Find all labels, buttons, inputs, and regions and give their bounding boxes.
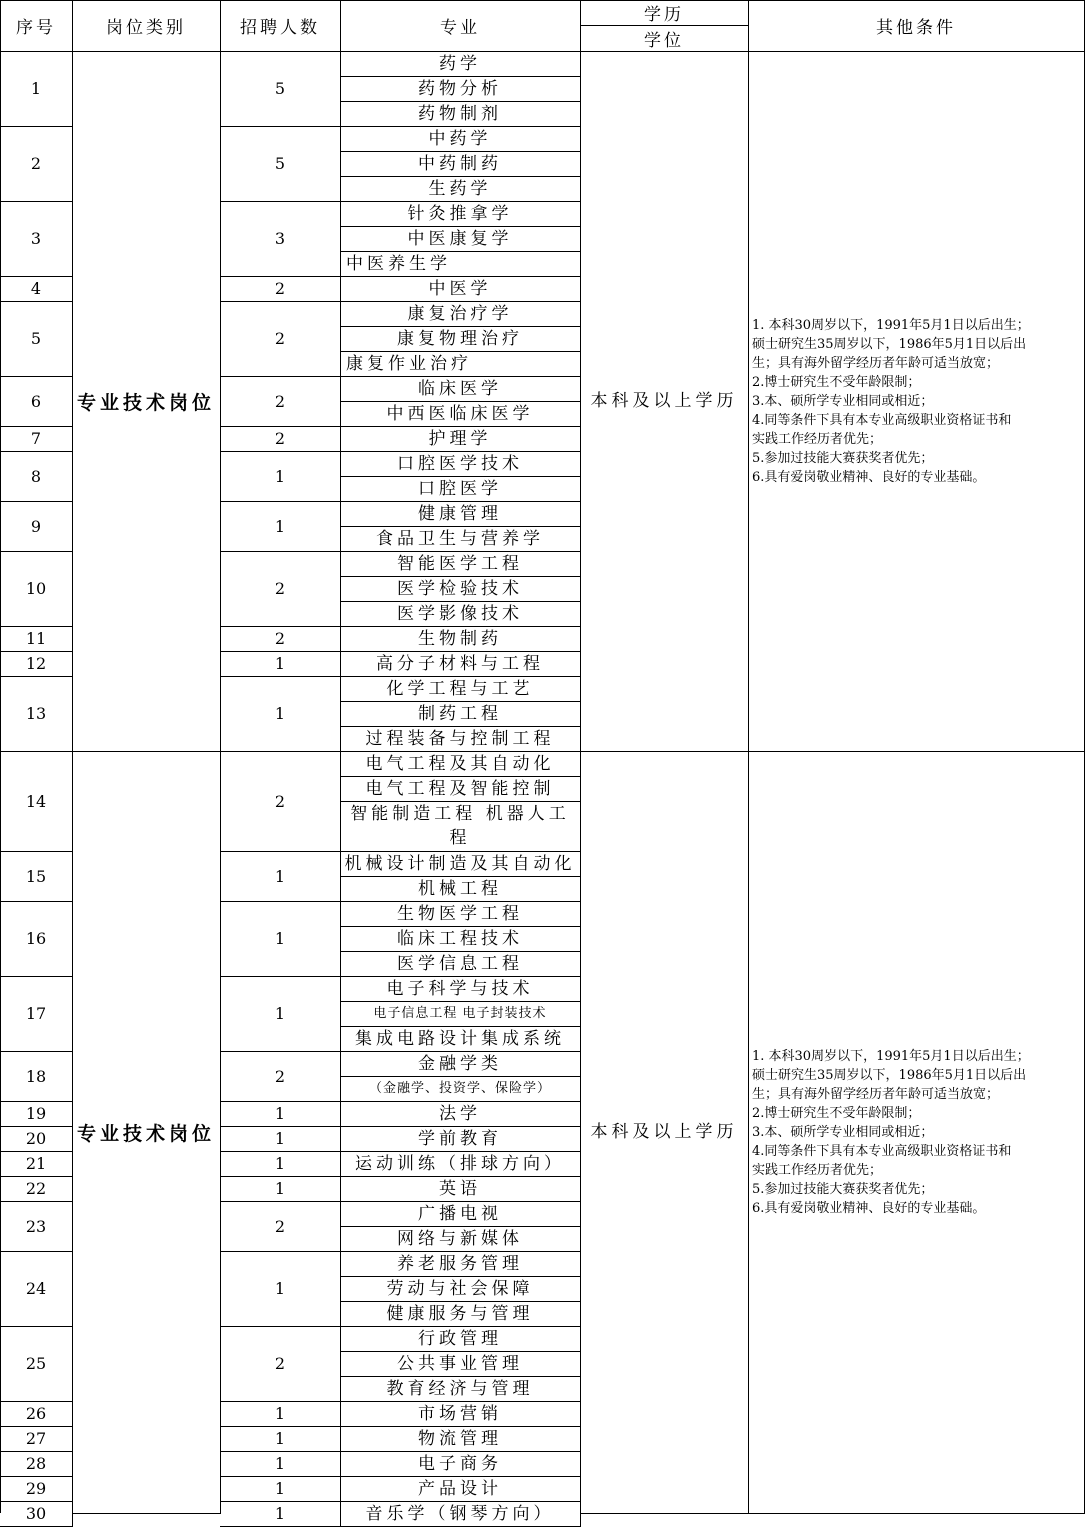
major-cell: 养老服务管理 <box>340 1251 581 1277</box>
condition-line: 硕士研究生35周岁以下，1986年5月1日以后出 <box>752 336 1027 352</box>
major-cell: 运动训练（排球方向） <box>340 1151 581 1177</box>
count-cell: 1 <box>220 676 341 752</box>
count-cell: 2 <box>220 626 341 652</box>
major-cell: 医学信息工程 <box>340 951 581 977</box>
seq-cell: 5 <box>0 301 73 377</box>
count-cell: 1 <box>220 1476 341 1502</box>
seq-cell: 27 <box>0 1426 73 1452</box>
major-cell: 康复治疗学 <box>340 301 581 327</box>
condition-line: 4.同等条件下具有本专业高级职业资格证书和 <box>752 1143 1012 1159</box>
count-cell: 2 <box>220 376 341 427</box>
seq-cell: 30 <box>0 1501 73 1527</box>
header-count: 招聘人数 <box>220 0 341 52</box>
count-cell: 2 <box>220 301 341 377</box>
major-cell: 生物制药 <box>340 626 581 652</box>
major-cell: 智能医学工程 <box>340 551 581 577</box>
major-cell: 健康服务与管理 <box>340 1301 581 1327</box>
seq-cell: 12 <box>0 651 73 677</box>
major-cell: 网络与新媒体 <box>340 1226 581 1252</box>
seq-cell: 4 <box>0 276 73 302</box>
count-cell: 1 <box>220 451 341 502</box>
major-cell: 中医养生学 <box>340 251 581 277</box>
count-cell: 2 <box>220 426 341 452</box>
seq-cell: 7 <box>0 426 73 452</box>
major-cell: 中药制药 <box>340 151 581 177</box>
seq-cell: 23 <box>0 1201 73 1252</box>
count-cell: 1 <box>220 976 341 1052</box>
seq-cell: 29 <box>0 1476 73 1502</box>
conditions-cell <box>748 751 1085 1514</box>
major-cell: 药学 <box>340 51 581 77</box>
count-cell: 1 <box>220 1426 341 1452</box>
category-cell: 专业技术岗位 <box>72 51 221 752</box>
major-cell: 生物医学工程 <box>340 901 581 927</box>
seq-cell: 13 <box>0 676 73 752</box>
count-cell: 1 <box>220 1101 341 1127</box>
conditions-cell <box>748 51 1085 752</box>
seq-cell: 14 <box>0 751 73 852</box>
condition-line: 3.本、硕所学专业相同或相近； <box>752 1124 934 1140</box>
major-cell: 护理学 <box>340 426 581 452</box>
major-cell: 行政管理 <box>340 1326 581 1352</box>
count-cell: 5 <box>220 51 341 127</box>
seq-cell: 15 <box>0 851 73 902</box>
count-cell: 1 <box>220 851 341 902</box>
seq-cell: 22 <box>0 1176 73 1202</box>
seq-cell: 19 <box>0 1101 73 1127</box>
condition-line: 5.参加过技能大赛获奖者优先； <box>752 1181 934 1197</box>
major-cell: 电气工程及其自动化 <box>340 751 581 777</box>
header-degree: 学位 <box>580 26 749 52</box>
major-cell: 教育经济与管理 <box>340 1376 581 1402</box>
condition-line: 3.本、硕所学专业相同或相近； <box>752 393 934 409</box>
major-cell: 药物制剂 <box>340 101 581 127</box>
count-cell: 1 <box>220 1176 341 1202</box>
major-cell: 学前教育 <box>340 1126 581 1152</box>
header-major: 专业 <box>340 0 581 52</box>
major-cell: 健康管理 <box>340 501 581 527</box>
count-cell: 1 <box>220 901 341 977</box>
major-cell: 劳动与社会保障 <box>340 1276 581 1302</box>
major-cell: 药物分析 <box>340 76 581 102</box>
condition-line: 4.同等条件下具有本专业高级职业资格证书和 <box>752 412 1012 428</box>
major-cell: 中医学 <box>340 276 581 302</box>
conditions-text <box>752 316 1074 487</box>
count-cell: 2 <box>220 751 341 852</box>
seq-cell: 28 <box>0 1451 73 1477</box>
count-cell: 2 <box>220 1326 341 1402</box>
count-cell: 1 <box>220 1501 341 1527</box>
condition-line: 5.参加过技能大赛获奖者优先； <box>752 450 934 466</box>
major-cell: 市场营销 <box>340 1401 581 1427</box>
condition-line: 生；具有海外留学经历者年龄可适当放宽； <box>752 1086 1000 1102</box>
major-cell: 食品卫生与营养学 <box>340 526 581 552</box>
count-cell: 3 <box>220 201 341 277</box>
major-cell: 公共事业管理 <box>340 1351 581 1377</box>
seq-cell: 26 <box>0 1401 73 1427</box>
condition-line: 1. 本科30周岁以下，1991年5月1日以后出生； <box>752 317 1030 333</box>
condition-line: 实践工作经历者优先； <box>752 1162 883 1178</box>
major-cell: 临床工程技术 <box>340 926 581 952</box>
seq-cell: 8 <box>0 451 73 502</box>
major-cell: 电子商务 <box>340 1451 581 1477</box>
count-cell: 1 <box>220 1451 341 1477</box>
header-seq: 序号 <box>0 0 73 52</box>
count-cell: 1 <box>220 1126 341 1152</box>
count-cell: 2 <box>220 551 341 627</box>
major-cell: 中西医临床医学 <box>340 401 581 427</box>
major-cell: 口腔医学 <box>340 476 581 502</box>
major-cell: 医学检验技术 <box>340 576 581 602</box>
major-cell: 金融学类 <box>340 1051 581 1077</box>
seq-cell: 25 <box>0 1326 73 1402</box>
seq-cell: 24 <box>0 1251 73 1327</box>
condition-line: 6.具有爱岗敬业精神、良好的专业基础。 <box>752 1200 986 1216</box>
major-cell: 化学工程与工艺 <box>340 676 581 702</box>
count-cell: 1 <box>220 651 341 677</box>
major-cell: 英语 <box>340 1176 581 1202</box>
condition-line: 硕士研究生35周岁以下，1986年5月1日以后出 <box>752 1067 1027 1083</box>
header-education: 学历 <box>580 0 749 26</box>
count-cell: 1 <box>220 1151 341 1177</box>
major-cell: 机械工程 <box>340 876 581 902</box>
count-cell: 2 <box>220 1051 341 1102</box>
education-cell: 本科及以上学历 <box>580 751 749 1514</box>
count-cell: 1 <box>220 1251 341 1327</box>
major-cell: 电子科学与技术 <box>340 976 581 1002</box>
major-cell: 广播电视 <box>340 1201 581 1227</box>
major-cell: 音乐学（钢琴方向） <box>340 1501 581 1527</box>
major-cell: 机械设计制造及其自动化 <box>340 851 581 877</box>
major-cell: 过程装备与控制工程 <box>340 726 581 752</box>
header-category: 岗位类别 <box>72 0 221 52</box>
major-cell: 产品设计 <box>340 1476 581 1502</box>
seq-cell: 18 <box>0 1051 73 1102</box>
major-cell: 口腔医学技术 <box>340 451 581 477</box>
seq-cell: 9 <box>0 501 73 552</box>
major-cell: 中药学 <box>340 126 581 152</box>
major-cell: 物流管理 <box>340 1426 581 1452</box>
major-cell: 电气工程及智能控制 <box>340 776 581 802</box>
condition-line: 2.博士研究生不受年龄限制； <box>752 374 921 390</box>
condition-line: 实践工作经历者优先； <box>752 431 883 447</box>
seq-cell: 2 <box>0 126 73 202</box>
major-cell: （金融学、投资学、保险学） <box>340 1076 581 1102</box>
major-cell: 高分子材料与工程 <box>340 651 581 677</box>
count-cell: 2 <box>220 1201 341 1252</box>
seq-cell: 3 <box>0 201 73 277</box>
major-cell: 康复作业治疗 <box>340 351 581 377</box>
seq-cell: 11 <box>0 626 73 652</box>
category-cell: 专业技术岗位 <box>72 751 221 1514</box>
major-cell: 电子信息工程 电子封装技术 <box>340 1001 581 1027</box>
condition-line: 6.具有爱岗敬业精神、良好的专业基础。 <box>752 469 986 485</box>
major-cell: 制药工程 <box>340 701 581 727</box>
major-cell: 临床医学 <box>340 376 581 402</box>
conditions-text <box>752 1047 1074 1218</box>
seq-cell: 17 <box>0 976 73 1052</box>
major-cell: 生药学 <box>340 176 581 202</box>
major-cell: 针灸推拿学 <box>340 201 581 227</box>
count-cell: 1 <box>220 501 341 552</box>
condition-line: 2.博士研究生不受年龄限制； <box>752 1105 921 1121</box>
major-cell: 智能制造工程 机器人工程 <box>340 801 581 852</box>
major-cell: 集成电路设计集成系统 <box>340 1026 581 1052</box>
seq-cell: 10 <box>0 551 73 627</box>
count-cell: 5 <box>220 126 341 202</box>
header-other: 其他条件 <box>748 0 1085 52</box>
major-cell: 法学 <box>340 1101 581 1127</box>
major-cell: 医学影像技术 <box>340 601 581 627</box>
major-cell: 康复物理治疗 <box>340 326 581 352</box>
major-cell: 中医康复学 <box>340 226 581 252</box>
condition-line: 生；具有海外留学经历者年龄可适当放宽； <box>752 355 1000 371</box>
education-cell: 本科及以上学历 <box>580 51 749 752</box>
count-cell: 2 <box>220 276 341 302</box>
seq-cell: 20 <box>0 1126 73 1152</box>
seq-cell: 1 <box>0 51 73 127</box>
seq-cell: 6 <box>0 376 73 427</box>
condition-line: 1. 本科30周岁以下，1991年5月1日以后出生； <box>752 1048 1030 1064</box>
count-cell: 1 <box>220 1401 341 1427</box>
seq-cell: 16 <box>0 901 73 977</box>
seq-cell: 21 <box>0 1151 73 1177</box>
